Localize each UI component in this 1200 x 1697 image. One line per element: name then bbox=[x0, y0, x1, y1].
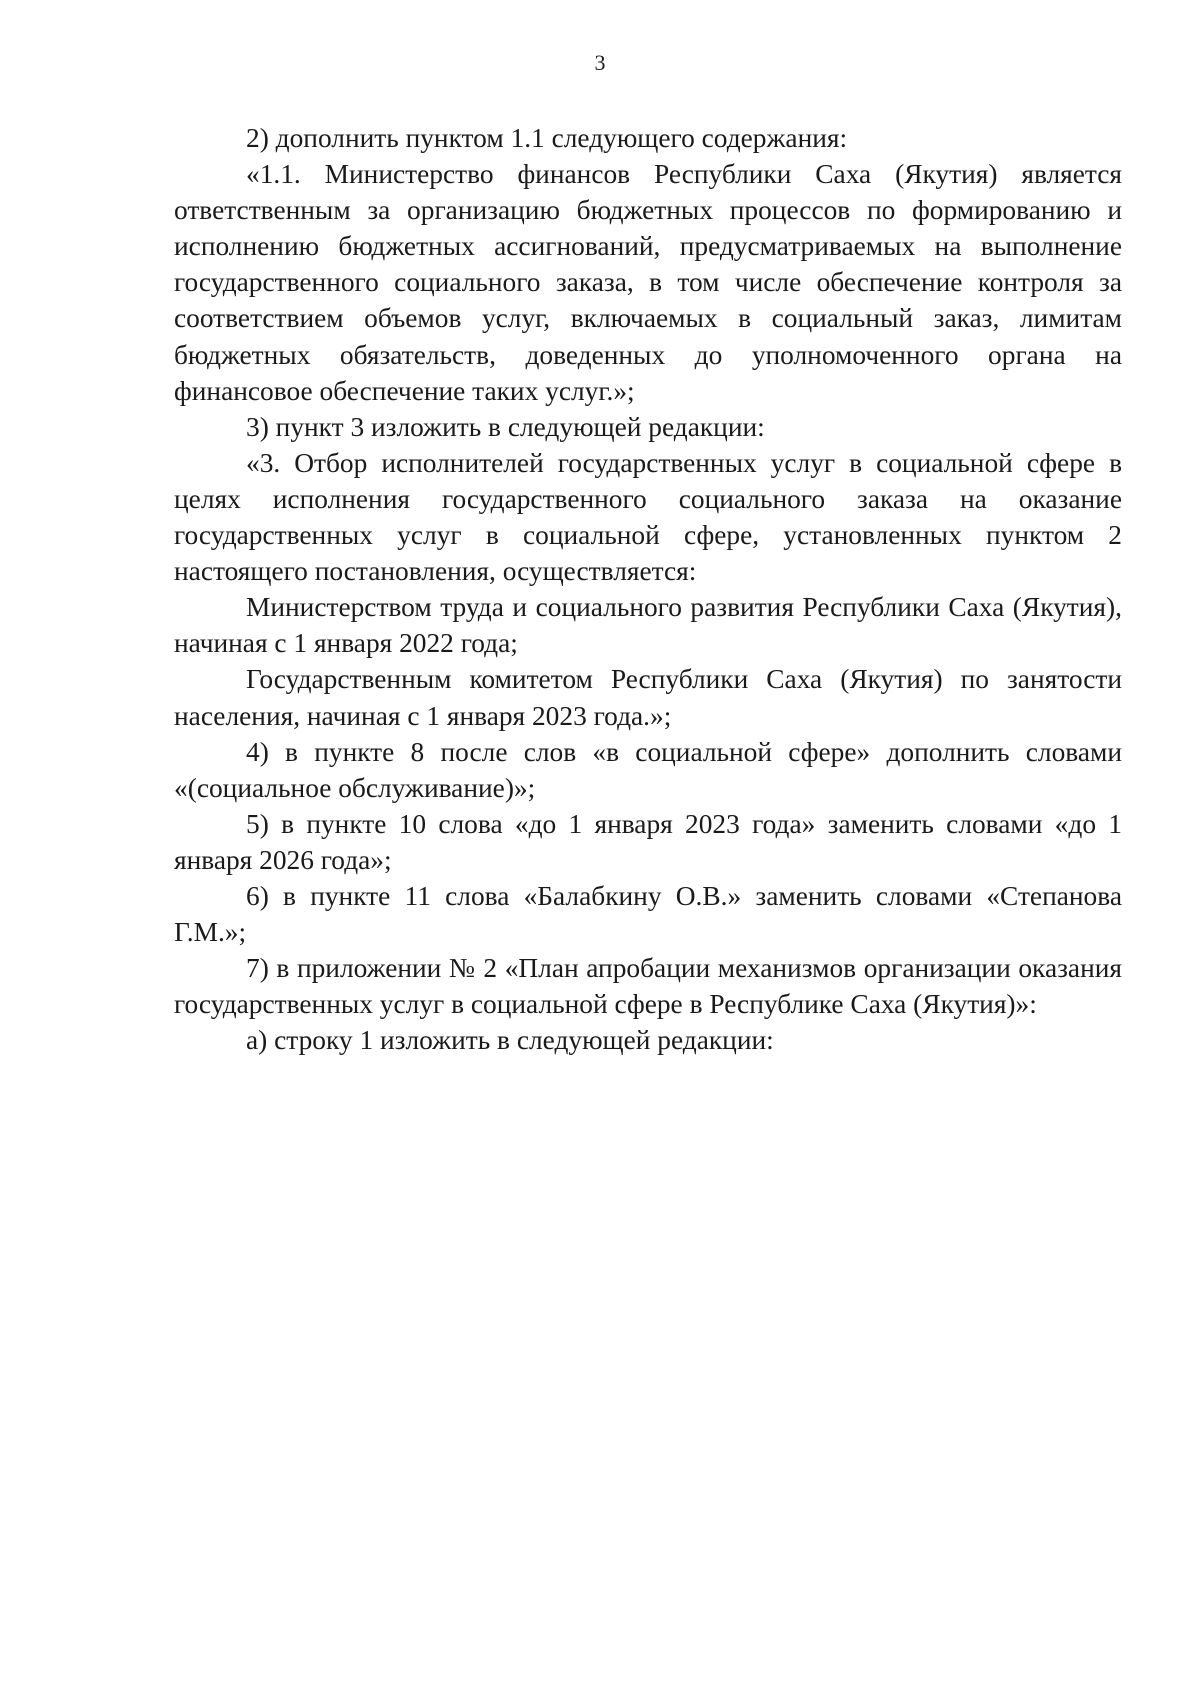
document-body bbox=[174, 120, 1122, 1058]
paragraph-item-2: 2) дополнить пунктом 1.1 следующего содержания: bbox=[246, 123, 848, 153]
page-number: 3 bbox=[594, 50, 606, 75]
paragraph-subitem-a: а) строку 1 изложить в следующей редакции: bbox=[246, 1025, 774, 1056]
paragraph-ministry-labor: Министерством труда и социального развития Республики Саха (Якутия), начиная с 1 января 2022 года; bbox=[174, 592, 1122, 659]
paragraph-item-3: 3) пункт 3 изложить в следующей редакции: bbox=[246, 411, 765, 442]
paragraph-item-4: 4) в пункте 8 после слов «в социальной сфере» дополнить словами «(социальное обслуживание)»; bbox=[174, 736, 1122, 803]
paragraph-clause-3: «3. Отбор исполнителей государственных услуг в социальной сфере в целях исполнения государственного социального заказа на оказание государственных услуг в социальной сфере, установленных пунктом 2 настоящего постановления, осуществляется: bbox=[174, 447, 1122, 587]
paragraph-state-committee: Государственным комитетом Республики Саха (Якутия) по занятости населения, начиная с 1 января 2023 года.»; bbox=[174, 664, 1122, 731]
paragraph-item-6: 6) в пункте 11 слова «Балабкину О.В.» заменить словами «Степанова Г.М.»; bbox=[174, 880, 1122, 948]
paragraph-item-5: 5) в пункте 10 слова «до 1 января 2023 года» заменить словами «до 1 января 2026 года»; bbox=[174, 808, 1122, 875]
paragraph-item-7: 7) в приложении № 2 «План апробации механизмов организации оказания государственных услуг в социальной сфере в Республике Саха (Якутия)»: bbox=[174, 953, 1122, 1020]
paragraph-clause-1-1: «1.1. Министерство финансов Республики Саха (Якутия) является ответственным за организацию бюджетных процессов по формированию и исполнению бюджетных ассигнований, предусматриваемых на выполнение государственного социального заказа, в том числе обеспечение контроля за соответствием объемов услуг, включаемых в социальный заказ, лимитам бюджетных обязательств, доведенных до уполномоченного органа на финансовое обеспечение таких услуг.»; bbox=[174, 159, 1122, 406]
